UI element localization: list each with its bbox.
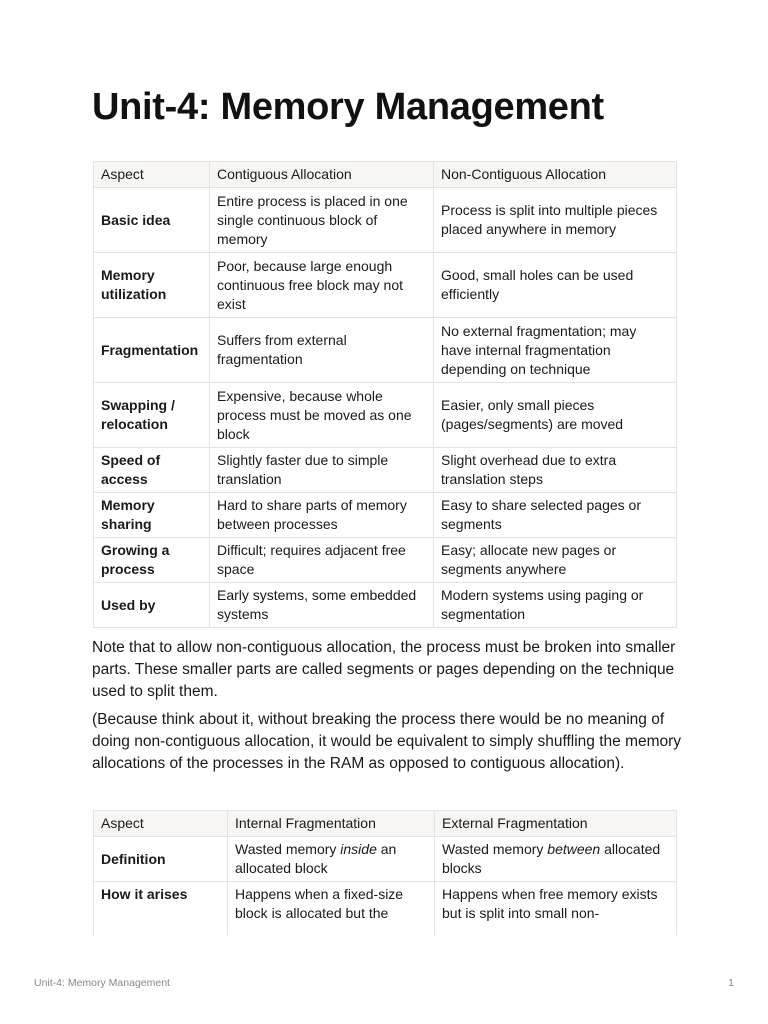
footer-title: Unit-4: Memory Management (34, 977, 170, 989)
header-internal: Internal Fragmentation (228, 811, 435, 837)
fragmentation-table (93, 810, 677, 935)
emphasis-text: between (547, 841, 601, 857)
table-row (94, 188, 677, 253)
row-contiguous: Expensive, because whole process must be moved as one block (210, 383, 434, 448)
text-segment: an allocated block (235, 841, 397, 876)
table-row (94, 583, 677, 628)
row-noncontiguous: Easier, only small pieces (pages/segments) are moved (434, 383, 677, 448)
row-noncontiguous: Good, small holes can be used efficiently (434, 253, 677, 318)
row-aspect: Memory sharing (94, 493, 210, 538)
text-segment: allocated blocks (442, 841, 661, 876)
contiguous-vs-noncontiguous-table (93, 161, 677, 628)
row-noncontiguous: Easy to share selected pages or segments (434, 493, 677, 538)
row-aspect: Swapping / relocation (94, 383, 210, 448)
row-contiguous: Hard to share parts of memory between processes (210, 493, 434, 538)
row-aspect: How it arises (94, 882, 228, 936)
row-contiguous: Entire process is placed in one single continuous block of memory (210, 188, 434, 253)
row-aspect: Growing a process (94, 538, 210, 583)
explanation-paragraph: (Because think about it, without breaking the process there would be no meaning of doing non-contiguous allocation, it would be equivalent to simply shuffling the memory allocations of the processes in the RAM as opposed to contiguous allocation). (92, 711, 682, 772)
table-row (94, 493, 677, 538)
page-number: 1 (728, 977, 734, 989)
row-internal: Happens when a fixed-size block is allocated but the (228, 882, 435, 936)
table-row (94, 448, 677, 493)
emphasis-text: inside (340, 841, 377, 857)
text-segment: Wasted memory (235, 841, 341, 857)
row-contiguous: Slightly faster due to simple translation (210, 448, 434, 493)
header-contiguous: Contiguous Allocation (210, 162, 434, 188)
row-contiguous: Early systems, some embedded systems (210, 583, 434, 628)
row-aspect: Memory utilization (94, 253, 210, 318)
row-noncontiguous: No external fragmentation; may have internal fragmentation depending on technique (434, 318, 677, 383)
table-row (94, 383, 677, 448)
table-header-row (94, 811, 677, 837)
text-segment: Wasted memory (442, 841, 548, 857)
note-paragraph: Note that to allow non-contiguous allocation, the process must be broken into smaller parts. These smaller parts are called segments or pages depending on the technique used to split them. (92, 639, 676, 700)
row-contiguous: Suffers from external fragmentation (210, 318, 434, 383)
row-contiguous: Poor, because large enough continuous free block may not exist (210, 253, 434, 318)
row-aspect: Basic idea (94, 188, 210, 253)
header-aspect: Aspect (94, 811, 228, 837)
table-row (94, 837, 677, 882)
row-external (435, 837, 677, 882)
row-external: Happens when free memory exists but is split into small non- (435, 882, 677, 936)
table-row (94, 882, 677, 936)
row-aspect: Fragmentation (94, 318, 210, 383)
header-noncontiguous: Non-Contiguous Allocation (434, 162, 677, 188)
header-external: External Fragmentation (435, 811, 677, 837)
row-internal (228, 837, 435, 882)
row-noncontiguous: Modern systems using paging or segmentation (434, 583, 677, 628)
row-aspect: Speed of access (94, 448, 210, 493)
table-row (94, 318, 677, 383)
header-aspect: Aspect (94, 162, 210, 188)
table-row (94, 253, 677, 318)
row-contiguous: Difficult; requires adjacent free space (210, 538, 434, 583)
table-header-row (94, 162, 677, 188)
row-noncontiguous: Process is split into multiple pieces placed anywhere in memory (434, 188, 677, 253)
row-noncontiguous: Slight overhead due to extra translation steps (434, 448, 677, 493)
row-noncontiguous: Easy; allocate new pages or segments anywhere (434, 538, 677, 583)
table-row (94, 538, 677, 583)
row-aspect: Definition (94, 837, 228, 882)
row-aspect: Used by (94, 583, 210, 628)
fragmentation-table-container (80, 800, 690, 935)
page-title: Unit-4: Memory Management (92, 86, 604, 128)
